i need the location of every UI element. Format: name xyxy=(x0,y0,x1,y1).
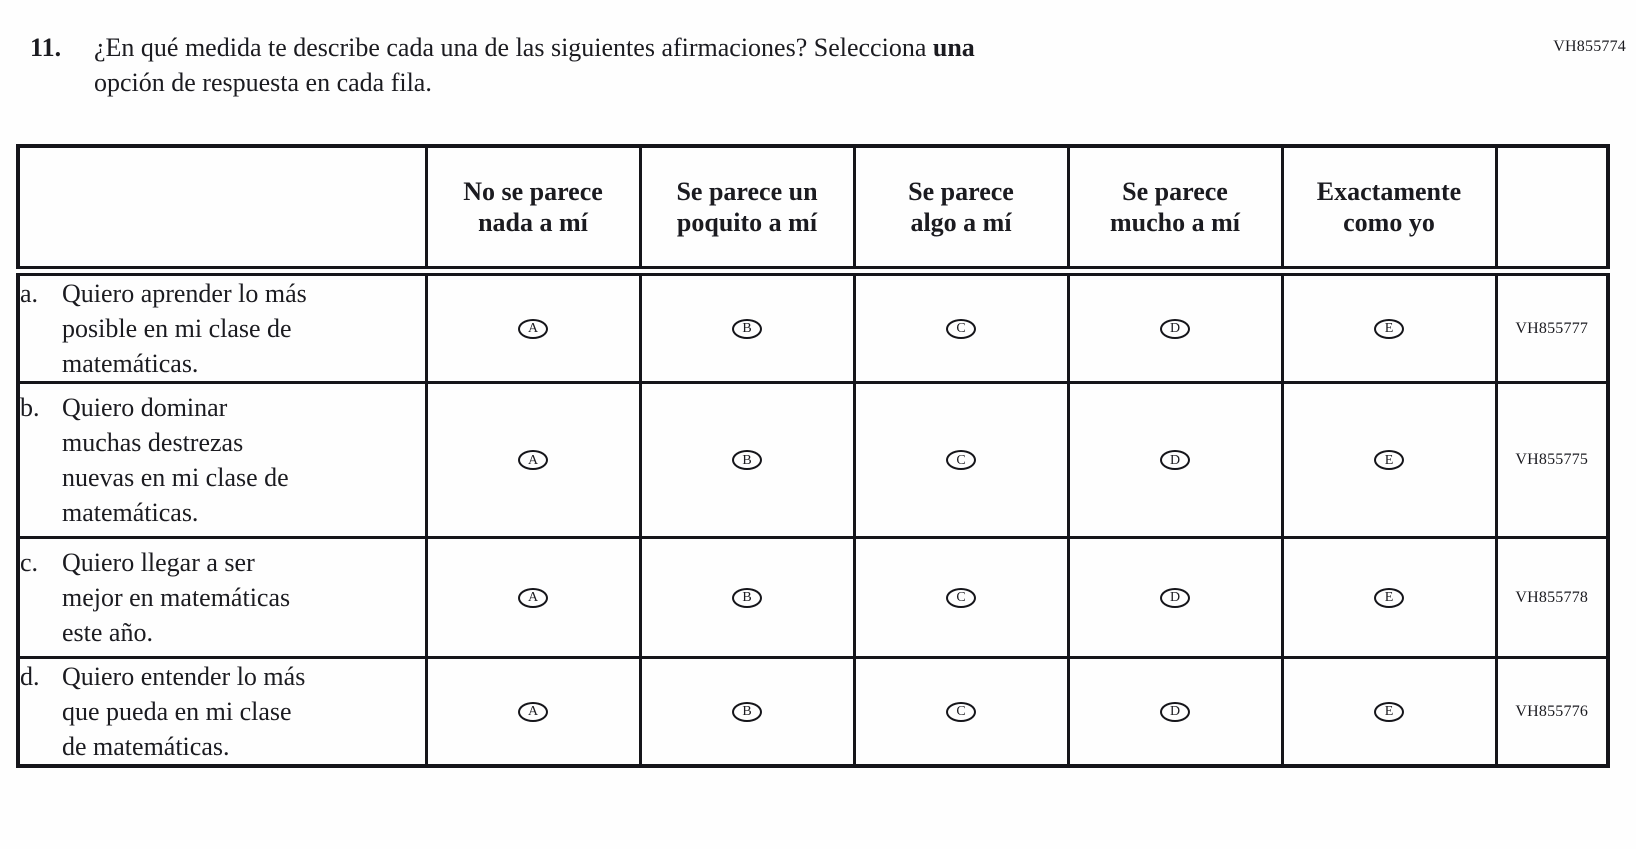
column-header-label: Se parece algo a mí xyxy=(908,177,1014,237)
option-bubble-c[interactable]: C xyxy=(946,319,976,339)
header-row xyxy=(18,146,1608,271)
option-cell xyxy=(1068,271,1282,383)
statement-row-a xyxy=(18,271,1608,383)
option-cell xyxy=(640,271,854,383)
option-cell xyxy=(1282,383,1496,538)
statement-text: Quiero aprender lo más posible en mi clase de matemáticas. xyxy=(62,279,307,378)
row-accession-code: VH855776 xyxy=(1496,658,1608,767)
option-cell xyxy=(1282,271,1496,383)
column-header-label: Se parece un poquito a mí xyxy=(676,177,818,237)
row-accession-code: VH855775 xyxy=(1496,383,1608,538)
page-accession-code: VH855774 xyxy=(1553,38,1626,55)
option-bubble-e[interactable]: E xyxy=(1374,450,1404,470)
option-bubble-a[interactable]: A xyxy=(518,588,548,608)
statement-cell xyxy=(18,658,426,767)
question-text-line1: ¿En qué medida te describe cada una de las siguientes afirmaciones? Selecciona xyxy=(94,33,927,62)
question-text-line2: opción de respuesta en cada fila. xyxy=(94,68,432,97)
option-cell xyxy=(426,538,640,658)
row-letter: c. xyxy=(20,548,39,577)
option-cell xyxy=(854,383,1068,538)
column-header-mucho xyxy=(1068,146,1282,271)
column-header-label: Exactamente como yo xyxy=(1316,177,1462,237)
row-letter: d. xyxy=(20,662,40,691)
row-accession-code: VH855777 xyxy=(1496,271,1608,383)
option-cell xyxy=(1282,658,1496,767)
option-cell xyxy=(426,658,640,767)
column-header-label: Se parece mucho a mí xyxy=(1110,177,1240,237)
statement-row-b xyxy=(18,383,1608,538)
option-cell xyxy=(1068,383,1282,538)
option-cell xyxy=(1068,538,1282,658)
option-cell xyxy=(426,271,640,383)
option-bubble-c[interactable]: C xyxy=(946,588,976,608)
option-bubble-c[interactable]: C xyxy=(946,450,976,470)
header-code-blank xyxy=(1496,146,1608,271)
option-bubble-a[interactable]: A xyxy=(518,702,548,722)
row-letter: b. xyxy=(20,393,40,422)
statement-row-d xyxy=(18,658,1608,767)
option-bubble-b[interactable]: B xyxy=(732,319,762,339)
statement-cell xyxy=(18,271,426,383)
option-cell xyxy=(640,538,854,658)
column-header-algo xyxy=(854,146,1068,271)
option-cell xyxy=(426,383,640,538)
question-text-bold-word: una xyxy=(932,33,975,62)
option-cell xyxy=(640,658,854,767)
question-number: 11. xyxy=(30,33,62,62)
option-bubble-b[interactable]: B xyxy=(732,588,762,608)
option-bubble-e[interactable]: E xyxy=(1374,319,1404,339)
statement-cell xyxy=(18,383,426,538)
statement-row-c xyxy=(18,538,1608,658)
column-header-no-se-parece-nada xyxy=(426,146,640,271)
column-header-exactamente xyxy=(1282,146,1496,271)
question-block xyxy=(30,30,1450,100)
option-cell xyxy=(1282,538,1496,658)
option-bubble-c[interactable]: C xyxy=(946,702,976,722)
option-bubble-b[interactable]: B xyxy=(732,702,762,722)
option-bubble-d[interactable]: D xyxy=(1160,588,1190,608)
option-bubble-d[interactable]: D xyxy=(1160,702,1190,722)
column-header-un-poquito xyxy=(640,146,854,271)
statement-cell xyxy=(18,538,426,658)
option-cell xyxy=(854,538,1068,658)
row-letter: a. xyxy=(20,279,39,308)
response-matrix-table xyxy=(16,144,1610,768)
option-bubble-a[interactable]: A xyxy=(518,450,548,470)
option-bubble-b[interactable]: B xyxy=(732,450,762,470)
option-cell xyxy=(640,383,854,538)
header-statement-blank xyxy=(18,146,426,271)
column-header-label: No se parece nada a mí xyxy=(463,177,603,237)
option-bubble-a[interactable]: A xyxy=(518,319,548,339)
option-cell xyxy=(854,271,1068,383)
option-bubble-e[interactable]: E xyxy=(1374,588,1404,608)
question-text xyxy=(94,30,1450,100)
option-cell xyxy=(854,658,1068,767)
option-cell xyxy=(1068,658,1282,767)
row-accession-code: VH855778 xyxy=(1496,538,1608,658)
option-bubble-d[interactable]: D xyxy=(1160,450,1190,470)
statement-text: Quiero dominar muchas destrezas nuevas en mi clase de matemáticas. xyxy=(62,393,289,527)
statement-text: Quiero llegar a ser mejor en matemáticas este año. xyxy=(62,548,291,647)
option-bubble-d[interactable]: D xyxy=(1160,319,1190,339)
option-bubble-e[interactable]: E xyxy=(1374,702,1404,722)
statement-text: Quiero entender lo más que pueda en mi clase de matemáticas. xyxy=(62,662,306,761)
